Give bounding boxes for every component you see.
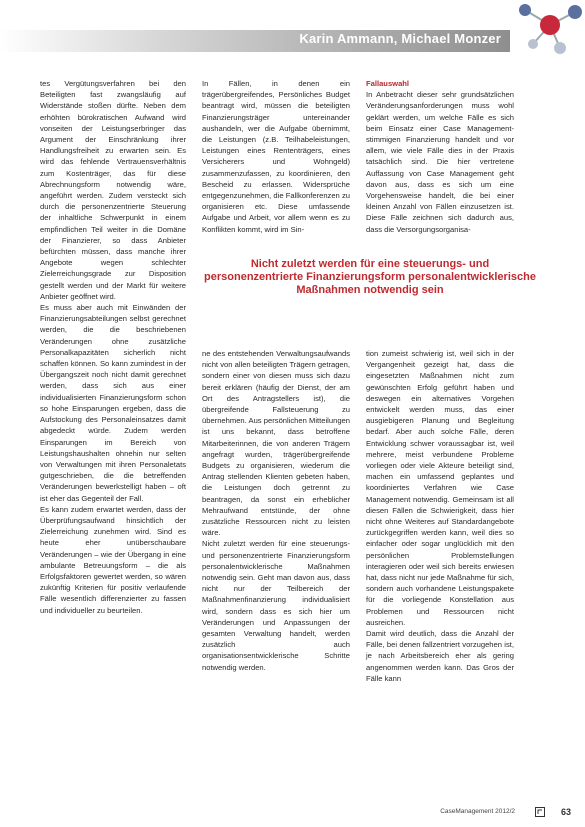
- decorative-molecule-graphic: [505, 0, 585, 55]
- column-1: [40, 78, 186, 616]
- page-marker-icon: [535, 807, 545, 817]
- column-2-top: [202, 78, 350, 235]
- column-3-bottom: [366, 348, 514, 684]
- article-authors: Karin Ammann, Michael Monzer: [299, 31, 501, 46]
- column-2-bottom: [202, 348, 350, 673]
- pull-quote: Nicht zuletzt werden für eine steuerungs- und personenzentrierte Finanzierungsform personalentwicklerische Maßnahmen notwendig sein: [204, 258, 536, 296]
- paragraph: In Fällen, in denen ein trägerübergreifendes, Persönliches Budget beantragt wird, müssen die beteiligten Finanzierungsträger untereinander aushandeln, wer die Aufgabe übernimmt, die Leistungen (z.B. Teilhabeleistungen, Leistungen eines Rententrägers, eines Versicherers und Wohngeld) zusammenzufassen, zu koordinieren, den Bescheid zu erlassen. Widersprüche entgegenzunehmen, die Fallkonferenzen zu organisieren etc. Diese umfassende Aufgabe und Arbeit, vor allem wenn es zu Konflikten kommt, wird im Sin-: [202, 79, 350, 234]
- paragraph: Damit wird deutlich, dass die Anzahl der Fälle, bei denen fallzentriert vorzugehen ist, je nach Arbeitsbereich eher als gering angenommen werden kann. Das Gros der Fälle kann: [366, 629, 514, 683]
- paragraph: ne des entstehenden Verwaltungsaufwands nicht von allen beteiligten Trägern getragen, sondern einer von diesen muss sich dazu bereit erklären (häufig der Dienst, der am Ort des Antragstellers ist), die übergreifende Fallsteuerung zu übernehmen. Aus persönlichen Mitteilungen ist uns bekannt, dass betroffene Mitarbeiterinnen, die von anderen Trägern angefragt wurden, trägerübergreifende Budgets zu organisieren, wiederum die Antrag stellenden Klienten gebeten haben, die Leistungen doch getrennt zu beantragen, da sonst ein erheblicher Mehraufwand entstünde, der ohne zusätzliche Ressourcen nicht zu leisten wäre.: [202, 349, 350, 538]
- paragraph: tion zumeist schwierig ist, weil sich in der Vergangenheit gezeigt hat, dass die eingesetzten Maßnahmen nicht zum gewünschten Erfolg geführt haben und deswegen ein alternatives Vorgehen entwickelt werden muss, das einer ausgiebigeren Planung und Begleitung bedarf. Aber auch solche Fälle, deren Entwicklung schwer voraussagbar ist, weil mehrere, meist verbundene Probleme vorliegen oder viele Akteure beteiligt sind, machen ein umfassend geplantes und koordiniertes Verfahren wie Case Management notwendig. Gemeinsam ist all diesen Fällen die Schwierigkeit, dass hier nicht ohne Weiteres auf Standardangebote zurückgegriffen werden kann, weil dies so einfacher oder sogar unglücklich mit den persönlichen Problemstellungen interagieren oder weil sich bereits erwiesen hat, dass nicht nur jede Maßnahme für sich, sondern auch vorhandene Leistungspakete für die vorliegende Konstellation aus Problemen und Ressourcen nicht ausreichen.: [366, 349, 514, 627]
- page-number: 63: [560, 807, 571, 817]
- paragraph: tes Vergütungsverfahren bei den Beteiligten fast zwangsläufig auf Widerstände stoßen dürfte. Neben dem erhöhten bürokratischen Aufwand wird vonseiten der Leistungserbringer das Argument der Einschränkung ihrer Handlungsfreiheit zu erwarten sein. Es wird das fehlende Vertrauensverhältnis zum Kostenträger, das für diese Abrechnungsform notwendig wäre, angeführt werden. Zudem versteckt sich durch die personenzentrierte Steuerung der inhaltliche Schwerpunkt in einem empfindlichen Teil weiter in die Domäne der Finanzierer, so dass Anbieter befürchten müssen, dass manche ihrer Angebote wegen schlechter Zielerreichungsgrade zur Disposition gestellt werden und der Markt für weitere Anbieter geöffnet wird.: [40, 79, 186, 301]
- section-heading: Fallauswahl: [366, 79, 410, 88]
- column-3-top: [366, 78, 514, 235]
- paragraph: Es kann zudem erwartet werden, dass der Überprüfungsaufwand hinsichtlich der Zielerreichung zunehmen wird. Sind es heute eher unüberschaubare Veränderungen – wie der Übergang in eine ambulante Betreuungsform – die als Erfolgsfaktoren gewertet werden, so wären zukünftig Kriterien für positiv verlaufende Fälle wesentlich differenzierter zu fassen und individueller zu beurteilen.: [40, 504, 186, 615]
- magazine-name: CaseManagement 2012/2: [440, 808, 515, 815]
- paragraph: In Anbetracht dieser sehr grundsätzlichen Veränderungsanforderungen muss wohl geklärt werden, um welche Fälle es sich beim Einsatz einer Case Management-stimmigen Finanzierung handelt und vor allem, wie viele Fälle dies in der Praxis tatsächlich sind. Die hier vertretene Auffassung von Case Management geht davon aus, dass es sich um eine Vorgehensweise handelt, die bei einer kleinen Anzahl von Fällen einzusetzen ist. Diese Fälle zeichnen sich dadurch aus, dass die Versorgungsorganisa-: [366, 90, 514, 234]
- paragraph: Nicht zuletzt werden für eine steuerungs- und personenzentrierte Finanzierungsform personalentwicklerische Maßnahmen notwendig sein. Geht man davon aus, dass nicht nur der Teilbereich der Maßnahmenfinanzierung individualisiert wird, sondern dass es sich hier um Veränderungen und Anpassungen der gesamten Verwaltung handelt, werden zusätzlich auch organisationsentwicklerische Schritte notwendig werden.: [202, 539, 350, 672]
- paragraph: Es muss aber auch mit Einwänden der Finanzierungsabteilungen selbst gerechnet werden, die die beschriebenen Veränderungen ohne zusätzliche Personalkapazitäten sicherlich nicht schaffen können. So kann zumindest in der Übergangszeit noch nicht damit gerechnet werden, dass sich aus einer individualisierten Finanzierungsform schon so hohe Einsparungen ergeben, dass die Aufstockung des Personaleinsatzes damit abgedeckt würde. Zudem werden Einsparungen im Bereich von Leistungshaushalten ohnehin nur selten von Verwaltungen mit ihren Personaletats gutgeschrieben, die die betreffenden Veränderungen bewerkstelligt haben – oft ist eher das Gegenteil der Fall.: [40, 303, 186, 503]
